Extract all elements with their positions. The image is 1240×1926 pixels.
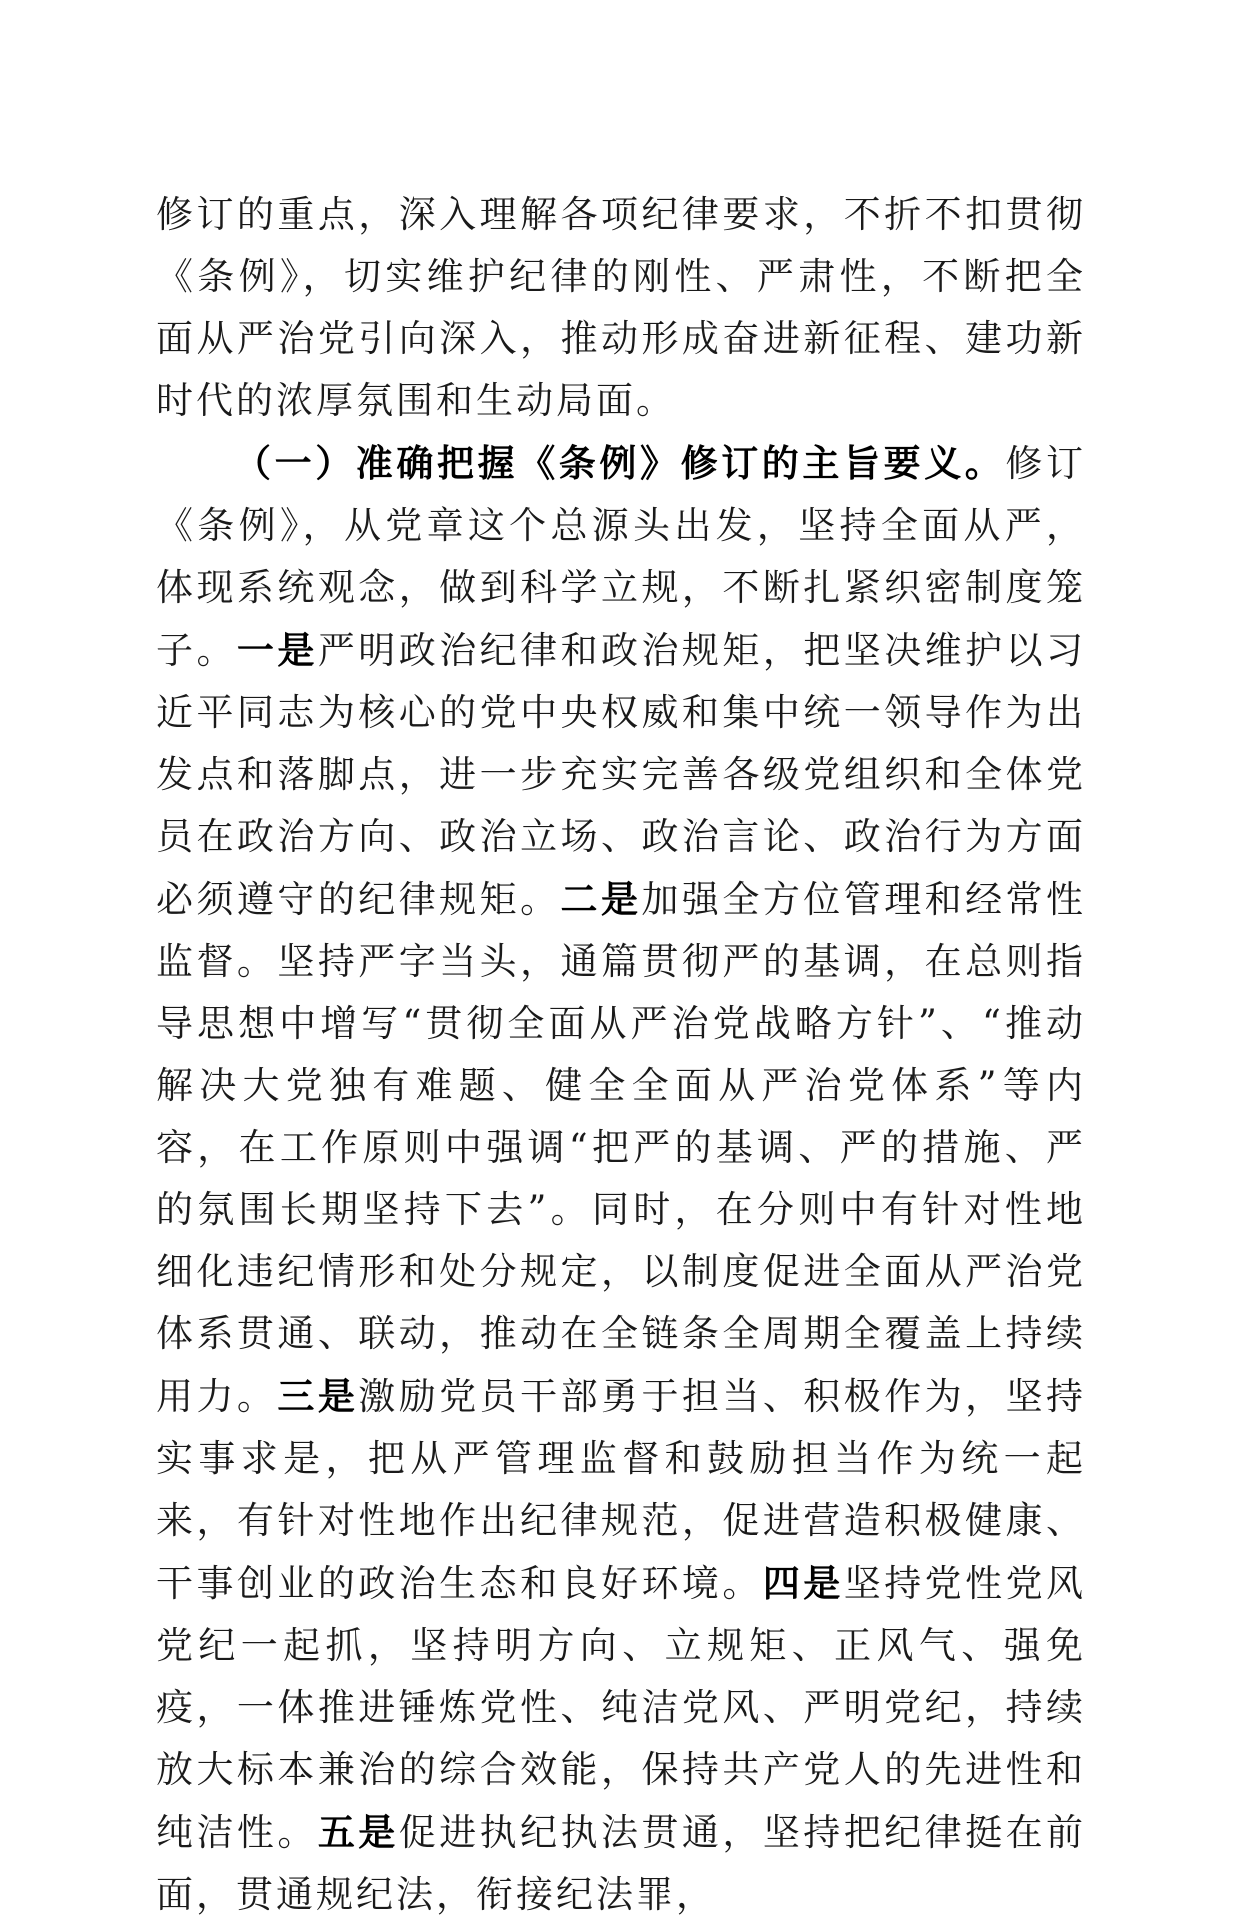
document-body — [156, 184, 1086, 1926]
point-marker-5: 五是 — [317, 1810, 399, 1854]
point-marker-3: 三是 — [277, 1374, 359, 1418]
point-text-3: 激励党员干部勇于担当、积极作为，坚持实事求是，把从严管理监督和鼓励担当作为统一起来，有针对性地作出纪律规范，促进营造积极健康、干事创业的政治生态和良好环境。 — [156, 1375, 1087, 1605]
paragraph-section-1 — [156, 432, 1086, 1926]
point-marker-1: 一是 — [236, 628, 318, 672]
point-text-1: 严明政治纪律和政治规矩，把坚决维护以习近平同志为核心的党中央权威和集中统一领导作为出发点和落脚点，进一步充实完善各级党组织和全体党员在政治方向、政治立场、政治言论、政治行为方面必须遵守的纪律规矩。 — [156, 629, 1087, 921]
section-intro: 修订《条例》，从党章这个总源头出发，坚持全面从严，体现系统观念，做到科学立规，不断扎紧织密制度笼子。 — [156, 442, 1087, 672]
point-text-5: 促进执纪执法贯通，坚持把纪律挺在前面，贯通规纪法，衔接纪法罪， — [156, 1811, 1087, 1916]
paragraph-1-text: 修订的重点，深入理解各项纪律要求，不折不扣贯彻《条例》，切实维护纪律的刚性、严肃性，不断把全面从严治党引向深入，推动形成奋进新征程、建功新时代的浓厚氛围和生动局面。 — [156, 193, 1086, 422]
section-heading: （一）准确把握《条例》修订的主旨要义。 — [234, 441, 1006, 485]
point-marker-2: 二是 — [560, 877, 642, 921]
paragraph-continuation — [156, 184, 1086, 432]
point-text-4: 坚持党性党风党纪一起抓，坚持明方向、立规矩、正风气、强免疫，一体推进锤炼党性、纯洁党风、严明党纪，持续放大标本兼治的综合效能，保持共产党人的先进性和纯洁性。 — [156, 1562, 1087, 1854]
point-text-2: 加强全方位管理和经常性监督。坚持严字当头，通篇贯彻严的基调，在总则指导思想中增写“贯彻全面从严治党战略方针”、“推动解决大党独有难题、健全全面从严治党体系”等内容，在工作原则中强调“把严的基调、严的措施、严的氛围长期坚持下去”。同时，在分则中有针对性地细化违纪情形和处分规定，以制度促进全面从严治党体系贯通、联动，推动在全链条全周期全覆盖上持续用力。 — [156, 878, 1087, 1418]
point-marker-4: 四是 — [762, 1561, 844, 1605]
